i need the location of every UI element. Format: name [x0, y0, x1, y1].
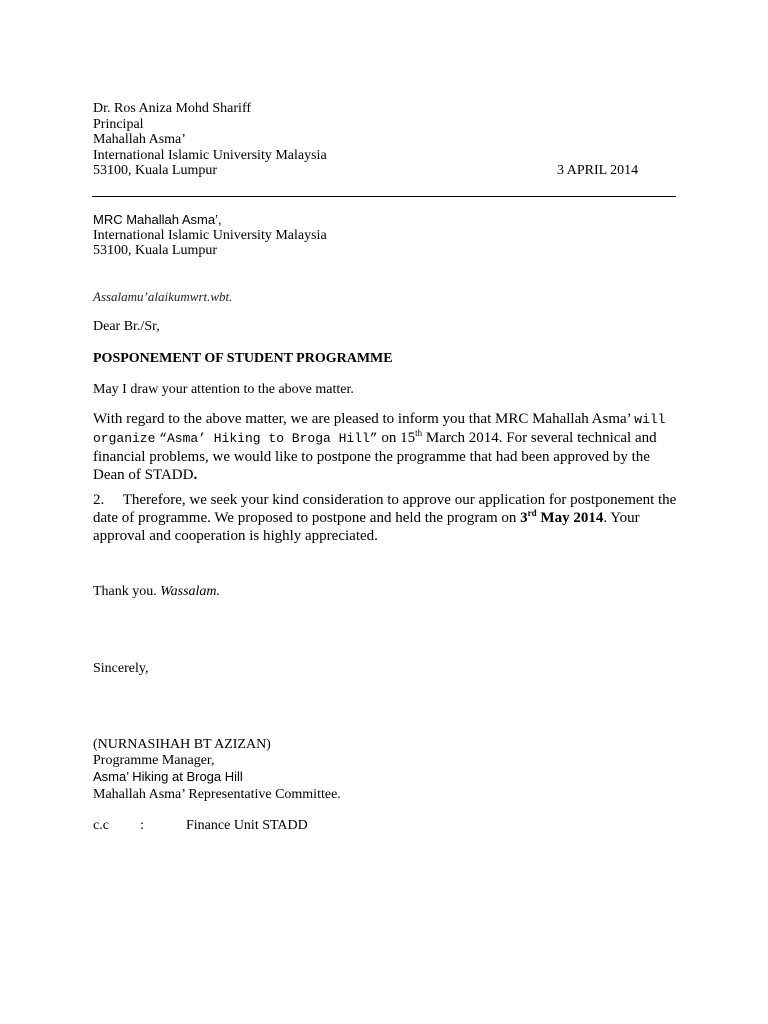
recipient-address: 53100, Kuala Lumpur — [93, 243, 218, 258]
wassalam-text: Wassalam. — [160, 584, 221, 599]
signatory-role: Programme Manager, — [93, 753, 215, 768]
cc-label: c.c — [93, 818, 109, 833]
event-name: “Asma’ Hiking to Broga Hill” — [159, 431, 378, 446]
letter-date: 3 APRIL 2014 — [557, 163, 639, 178]
para1-end: . — [193, 467, 198, 483]
new-date-day: 3 — [520, 510, 528, 526]
body-paragraph-2 — [93, 491, 683, 545]
sender-name: Dr. Ros Aniza Mohd Shariff — [93, 101, 252, 116]
salutation: Dear Br./Sr, — [93, 319, 160, 334]
header-divider — [92, 196, 676, 197]
signatory-event: Asma’ Hiking at Broga Hill — [93, 769, 243, 784]
date-suffix-th: th — [415, 428, 423, 438]
signatory-name: (NURNASIHAH BT AZIZAN) — [93, 737, 271, 752]
body-paragraph-1 — [93, 410, 683, 484]
para1-text-a: With regard to the above matter, we are pleased to inform you that MRC Mahallah Asma’ — [93, 411, 631, 427]
recipient-name: MRC Mahallah Asma’, — [93, 212, 222, 227]
intro-line: May I draw your attention to the above matter. — [93, 382, 354, 397]
sender-office: Mahallah Asma’ — [93, 132, 186, 147]
para1-text-c: on 15 — [381, 430, 416, 446]
date-suffix-rd: rd — [527, 508, 537, 518]
signatory-committee: Mahallah Asma’ Representative Committee. — [93, 787, 341, 802]
closing: Sincerely, — [93, 661, 149, 676]
arabic-greeting: Assalamu’alaikumwrt.wbt. — [93, 289, 233, 304]
subject-line: POSPONEMENT OF STUDENT PROGRAMME — [93, 351, 393, 366]
cc-value: Finance Unit STADD — [186, 818, 308, 833]
para2-text-a: Therefore, we seek your kind consideration to approve our application for postponement the date of programme. We proposed to postpone and held the program on — [93, 492, 677, 526]
recipient-university: International Islamic University Malaysia — [93, 228, 327, 243]
sender-university: International Islamic University Malaysia — [93, 148, 327, 163]
cc-colon: : — [140, 818, 144, 833]
sender-address: 53100, Kuala Lumpur — [93, 163, 218, 178]
sender-title: Principal — [93, 117, 144, 132]
para1-text-d: March 2014. For several technical and financial problems, we would like to postpone the programme that had been approved by the Dean of STADD — [93, 430, 657, 483]
thanks-text: Thank you. — [93, 584, 157, 599]
para2-text-b: . Your approval and cooperation is highly appreciated. — [93, 510, 640, 544]
new-date-month: May 2014 — [540, 510, 604, 526]
para1-text-b: will organize — [93, 412, 666, 446]
thanks-line — [93, 584, 220, 600]
para2-number: 2. — [93, 492, 105, 508]
